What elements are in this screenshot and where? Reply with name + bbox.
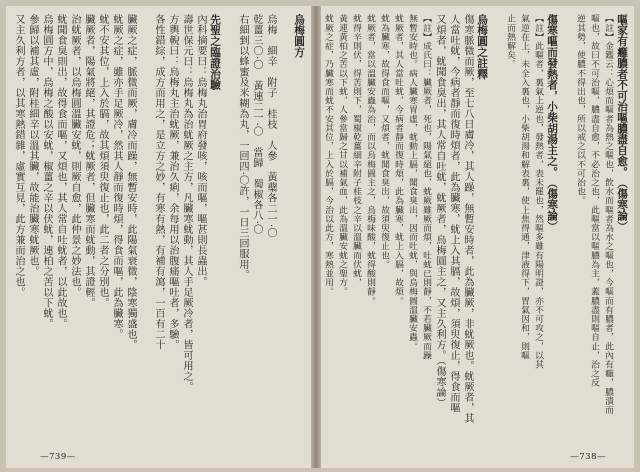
annotation-column: 蚘厥者，其人當吐蚘，今病者靜而復時煩，此為臟寒，蚘上入膈，故煩。 (393, 14, 403, 306)
annotation-column: 蚘厥之症，乃臟寒而蚘不安其位，上入於膈，今治以此方，寒熱並用。 (323, 14, 333, 297)
text-column: 各性錯綜，成方而用之，是立方之妙，有寒有熱，有補有瀉，一百有二十 (153, 14, 164, 350)
annotation-column: 【註】金鑑云：心煩而嘔者為熱之嘔也，飲水而嘔者為水之嘔也，今嘔而有膿者，此內有癰，膿潰而 (603, 14, 613, 415)
annotation-column: 逆其勢，使膿不得出也，所以戒之以不可治也。 (575, 14, 585, 206)
column-spacer (559, 14, 572, 446)
text-column: 壽世保元曰：烏梅丸為治蚘厥之主方，凡臟寒蚘動，其人手足厥冷者，皆可用之。 (181, 14, 192, 392)
right-page (321, 6, 634, 468)
annotation-column: 無暫安時也。病人臟寒胃虛，蚘動上膈，聞食臭出，因而吐蚘，與烏梅圓溫臟安蟲。 (407, 14, 417, 351)
annotation-column: 止而熱解矣。 (505, 14, 515, 69)
text-column: 傷寒脈微而厥，至七八日膚冷，其人躁，無暫安時者，此為臟厥，非蚘厥也。蚘厥者，其 (462, 14, 473, 424)
column-spacer (489, 14, 502, 446)
text-column: 蚘不安其位，上入於膈，故其煩須臾復止也，此二者之分別也。 (97, 14, 108, 308)
text-column: 治蚘厥者，以烏梅圓溫臟安蚘，則厥自愈，此仲景之妙法也。 (69, 14, 80, 298)
text-column: 蚘聞食臭則出，故得食而嘔，又煩也，其人常自吐蚘者，以此故也。 (55, 14, 66, 329)
section-heading: 烏梅圓方 (293, 14, 305, 58)
annotation-column: 蚘為臟寒，故得食而嘔，又煩者，蚘聞食臭出，故須臾復止也。 (379, 14, 389, 269)
annotation-column: 黃連黃柏之苦以下蚘，人參當歸之甘以補氣血，此為溫臟安蚘之聖方。 (337, 14, 347, 297)
left-page-text (12, 14, 305, 446)
annotation-column: 蚘厥者，當以溫臟安蟲為治，而以烏梅圓主之，烏梅味酸，蚘得酸則靜。 (365, 14, 375, 306)
section-heading: 嘔家有癰膿者不可治嘔膿盡自愈。（傷寒論） (616, 14, 628, 232)
annotation-column: 蚘得辛則伏，得苦則下，蜀椒乾薑細辛附子桂枝之辛以溫臟而伏蚘， (351, 14, 361, 287)
right-page-text (323, 14, 628, 446)
text-column: 右細剉以蜂蜜及米糊為丸，一回四·〇許，一日三回服用。 (237, 14, 248, 281)
column-spacer (222, 14, 235, 446)
annotation-column: 嘔也，故曰不可治嘔，膿盡自愈，不必治之也，此嘔當以嘔膿為主，蓋膿盡則嘔自止，治之反 (589, 14, 599, 388)
text-column: 烏梅圓方中，烏梅之酸以安蚘，椒薑之辛以伏蚘，連柏之苦以下蚘。 (41, 14, 52, 329)
text-column: 人當吐蚘，今病者靜而復時煩者，此為臟寒，蚘上入其膈，故煩，須臾復止，得食而嘔 (448, 14, 459, 413)
text-column: 內科摘要曰：烏梅丸治胃府發咳，咳而嘔，嘔甚則長蟲出。 (195, 14, 206, 287)
text-column: 蚘厥之症，雖亦手足厥冷，然其人靜而復時煩，得食而嘔，此為臟寒。 (111, 14, 122, 340)
left-page-number: —739— (40, 452, 76, 462)
section-heading: 傷寒嘔而發熱者，小柴胡湯主之。（傷寒論） (546, 14, 558, 232)
text-column: 又主久利方者，以其寒熱錯雜，虛實互見，此方兼而治之也。 (13, 14, 24, 298)
annotation-column: 【註】此嘔者，裏氣上逆也，發熱者，表未罷也，然嘔多雖有陽明證，亦不可攻之，以其 (533, 14, 543, 369)
column-spacer (138, 14, 151, 446)
text-column: 又煩者，蚘聞食臭出，其人常自吐蚘，蚘厥者，烏梅圓主之，又主久利方。（傷寒論） (434, 14, 445, 408)
column-spacer (278, 14, 291, 446)
annotation-column: 【註】成氏曰：臟厥者，死也，陽氣絕也，蚘厥雖厥而煩，吐蚘已則靜，不若臟厥而躁 (421, 14, 431, 360)
section-heading: 烏梅圓之註釋 (476, 14, 488, 80)
text-column: 臟厥者，陽氣將絕，其證危；蚘厥者，但臟寒而蚘動，其證輕。 (83, 14, 94, 308)
right-page-number: —738— (570, 452, 606, 462)
text-column: 乾薑三〇·〇 黃連二一·〇 當歸 蜀椒各八·〇 (251, 14, 262, 235)
text-column: 臟厥之症，脈微而厥，膚冷而躁，無暫安時，此陽氣衰微，陰寒獨盛也。 (125, 14, 136, 350)
text-column: 烏梅 細辛 附子 桂枝 人參 黃蘗各二一·〇 (265, 14, 276, 239)
section-heading: 先聖之臨證治驗 (209, 14, 221, 91)
book-gutter (311, 6, 321, 468)
annotation-column: 氣逆在上，未全入裏也，小柴胡湯和解表裏，使上焦得通，津液得下，胃氣因和，則嘔 (519, 14, 529, 360)
text-column: 方輿輗曰：烏梅丸主治蚘厥，兼治久痢，余每用以治腹痛嘔吐者，多驗。 (167, 14, 178, 350)
text-column: 參歸以補其虛，附桂細辛以溫其臟，故能治臟寒蚘厥也。 (27, 14, 38, 277)
left-page (6, 6, 311, 468)
